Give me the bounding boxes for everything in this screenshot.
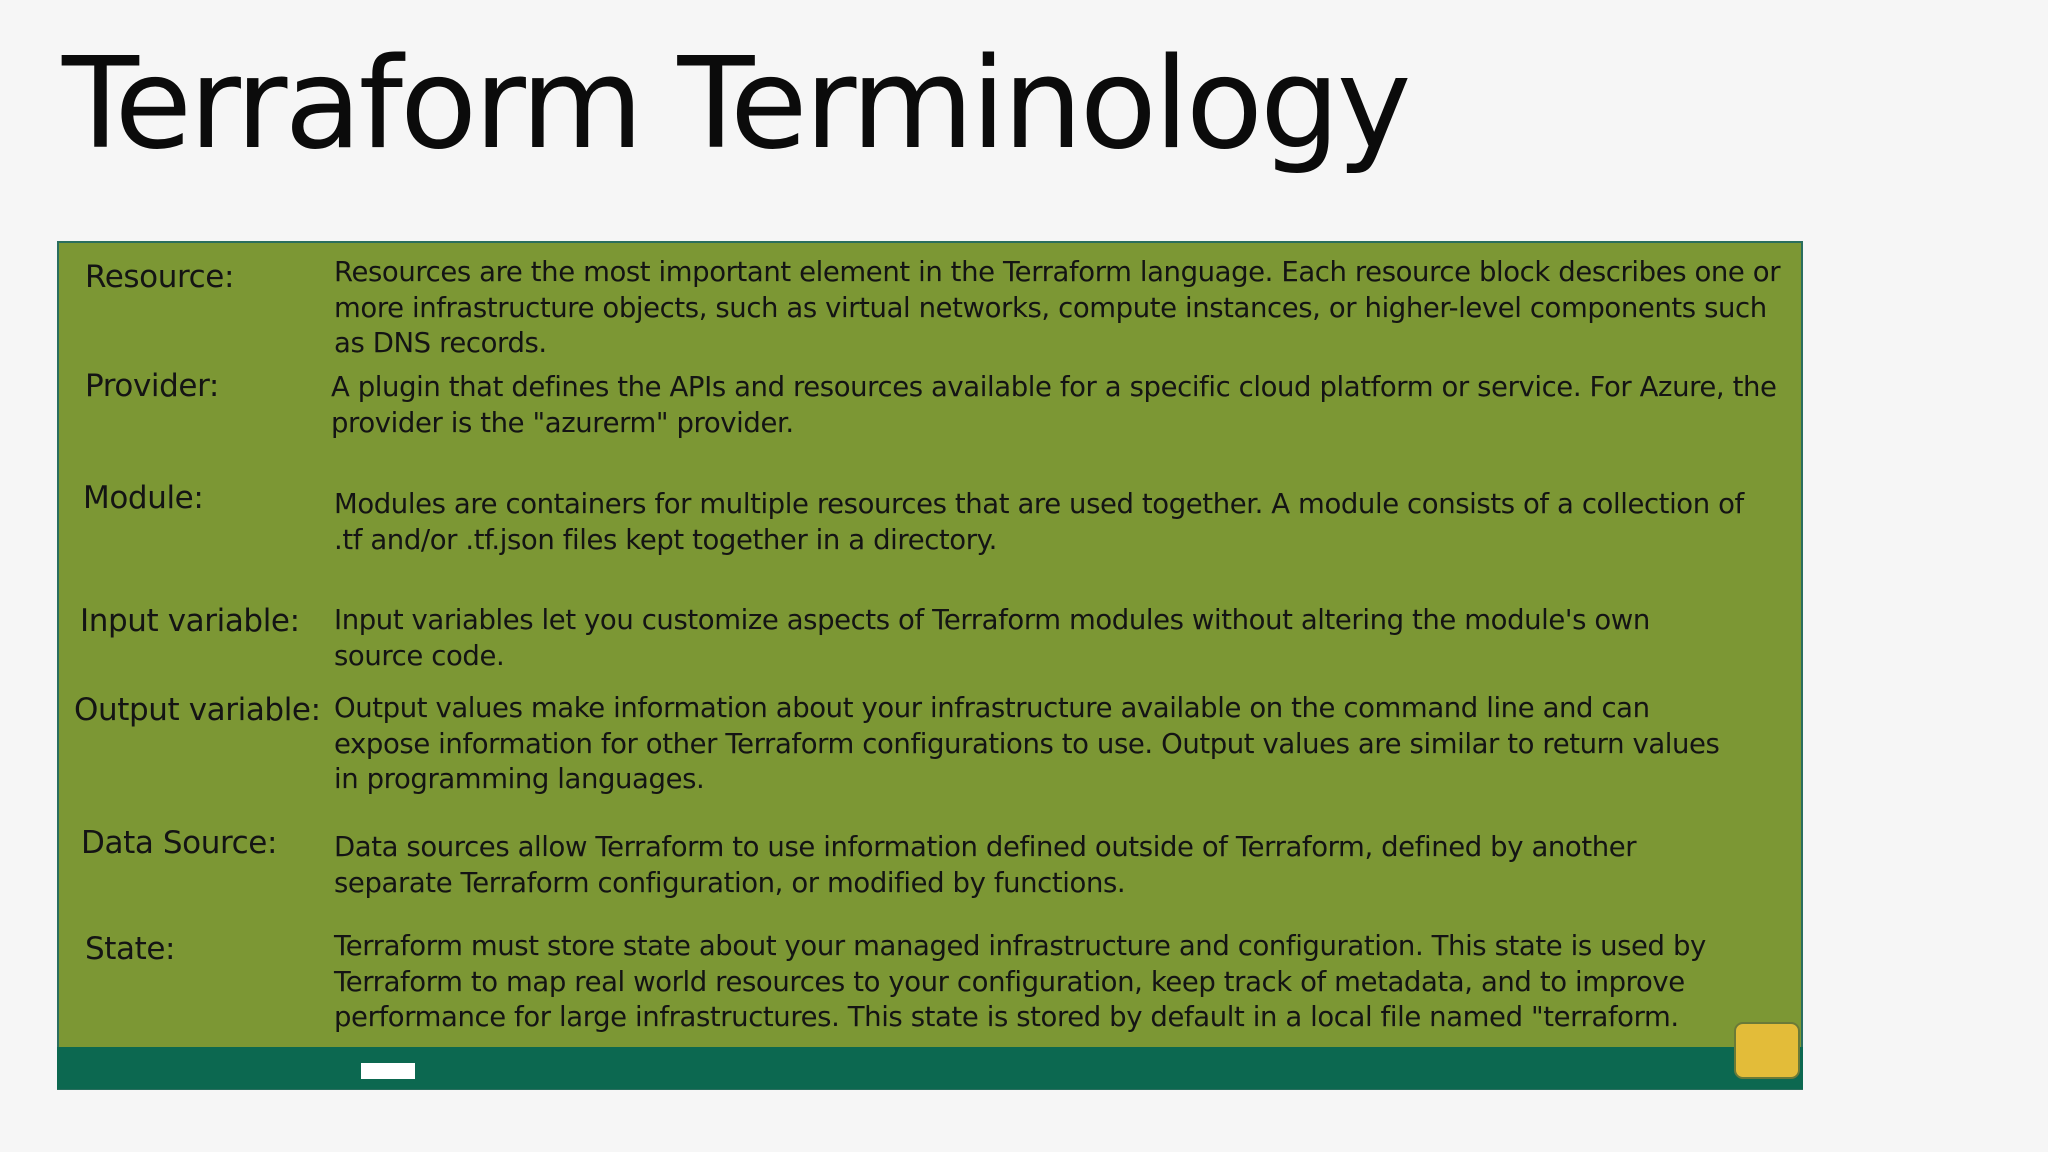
term-definition-output-variable: Output values make information about your infrastructure available on the command line and can expose information for other Terraform configurations to use. Output values are similar to return values in programming languages.	[334, 692, 1720, 795]
footer-marker	[361, 1063, 415, 1079]
term-definition-resource: Resources are the most important element in the Terraform language. Each resource block describes one or more infrastructure objects, such as virtual networks, compute instances, or higher-level components such as DNS records.	[334, 256, 1781, 359]
term-label-module: Module:	[83, 480, 204, 516]
term-label-data-source: Data Source:	[81, 825, 277, 861]
term-definition-module: Modules are containers for multiple resources that are used together. A module consists of a collection of .tf and/or .tf.json files kept together in a directory.	[334, 488, 1744, 556]
term-label-input-variable: Input variable:	[80, 603, 300, 639]
slide-title: Terraform Terminology	[62, 30, 1409, 177]
term-label-resource: Resource:	[85, 259, 235, 295]
term-definition-input-variable: Input variables let you customize aspects of Terraform modules without altering the module's own source code.	[334, 604, 1650, 672]
term-label-state: State:	[85, 931, 176, 967]
term-definition-data-source: Data sources allow Terraform to use information defined outside of Terraform, defined by another separate Terraform configuration, or modified by functions.	[334, 831, 1637, 899]
term-definition-provider: A plugin that defines the APIs and resources available for a specific cloud platform or service. For Azure, the provider is the "azurerm" provider.	[331, 371, 1777, 439]
term-label-provider: Provider:	[85, 368, 219, 404]
term-definition-state: Terraform must store state about your managed infrastructure and configuration. This state is used by Terraform to map real world resources to your configuration, keep track of metadata, and to improve performance for large infrastructures. This state is stored by default in a local file named "terraform.	[334, 930, 1706, 1033]
corner-accent-square	[1734, 1022, 1800, 1079]
footer-band	[57, 1047, 1803, 1089]
term-label-output-variable: Output variable:	[74, 692, 321, 728]
terminology-panel	[57, 241, 1803, 1090]
